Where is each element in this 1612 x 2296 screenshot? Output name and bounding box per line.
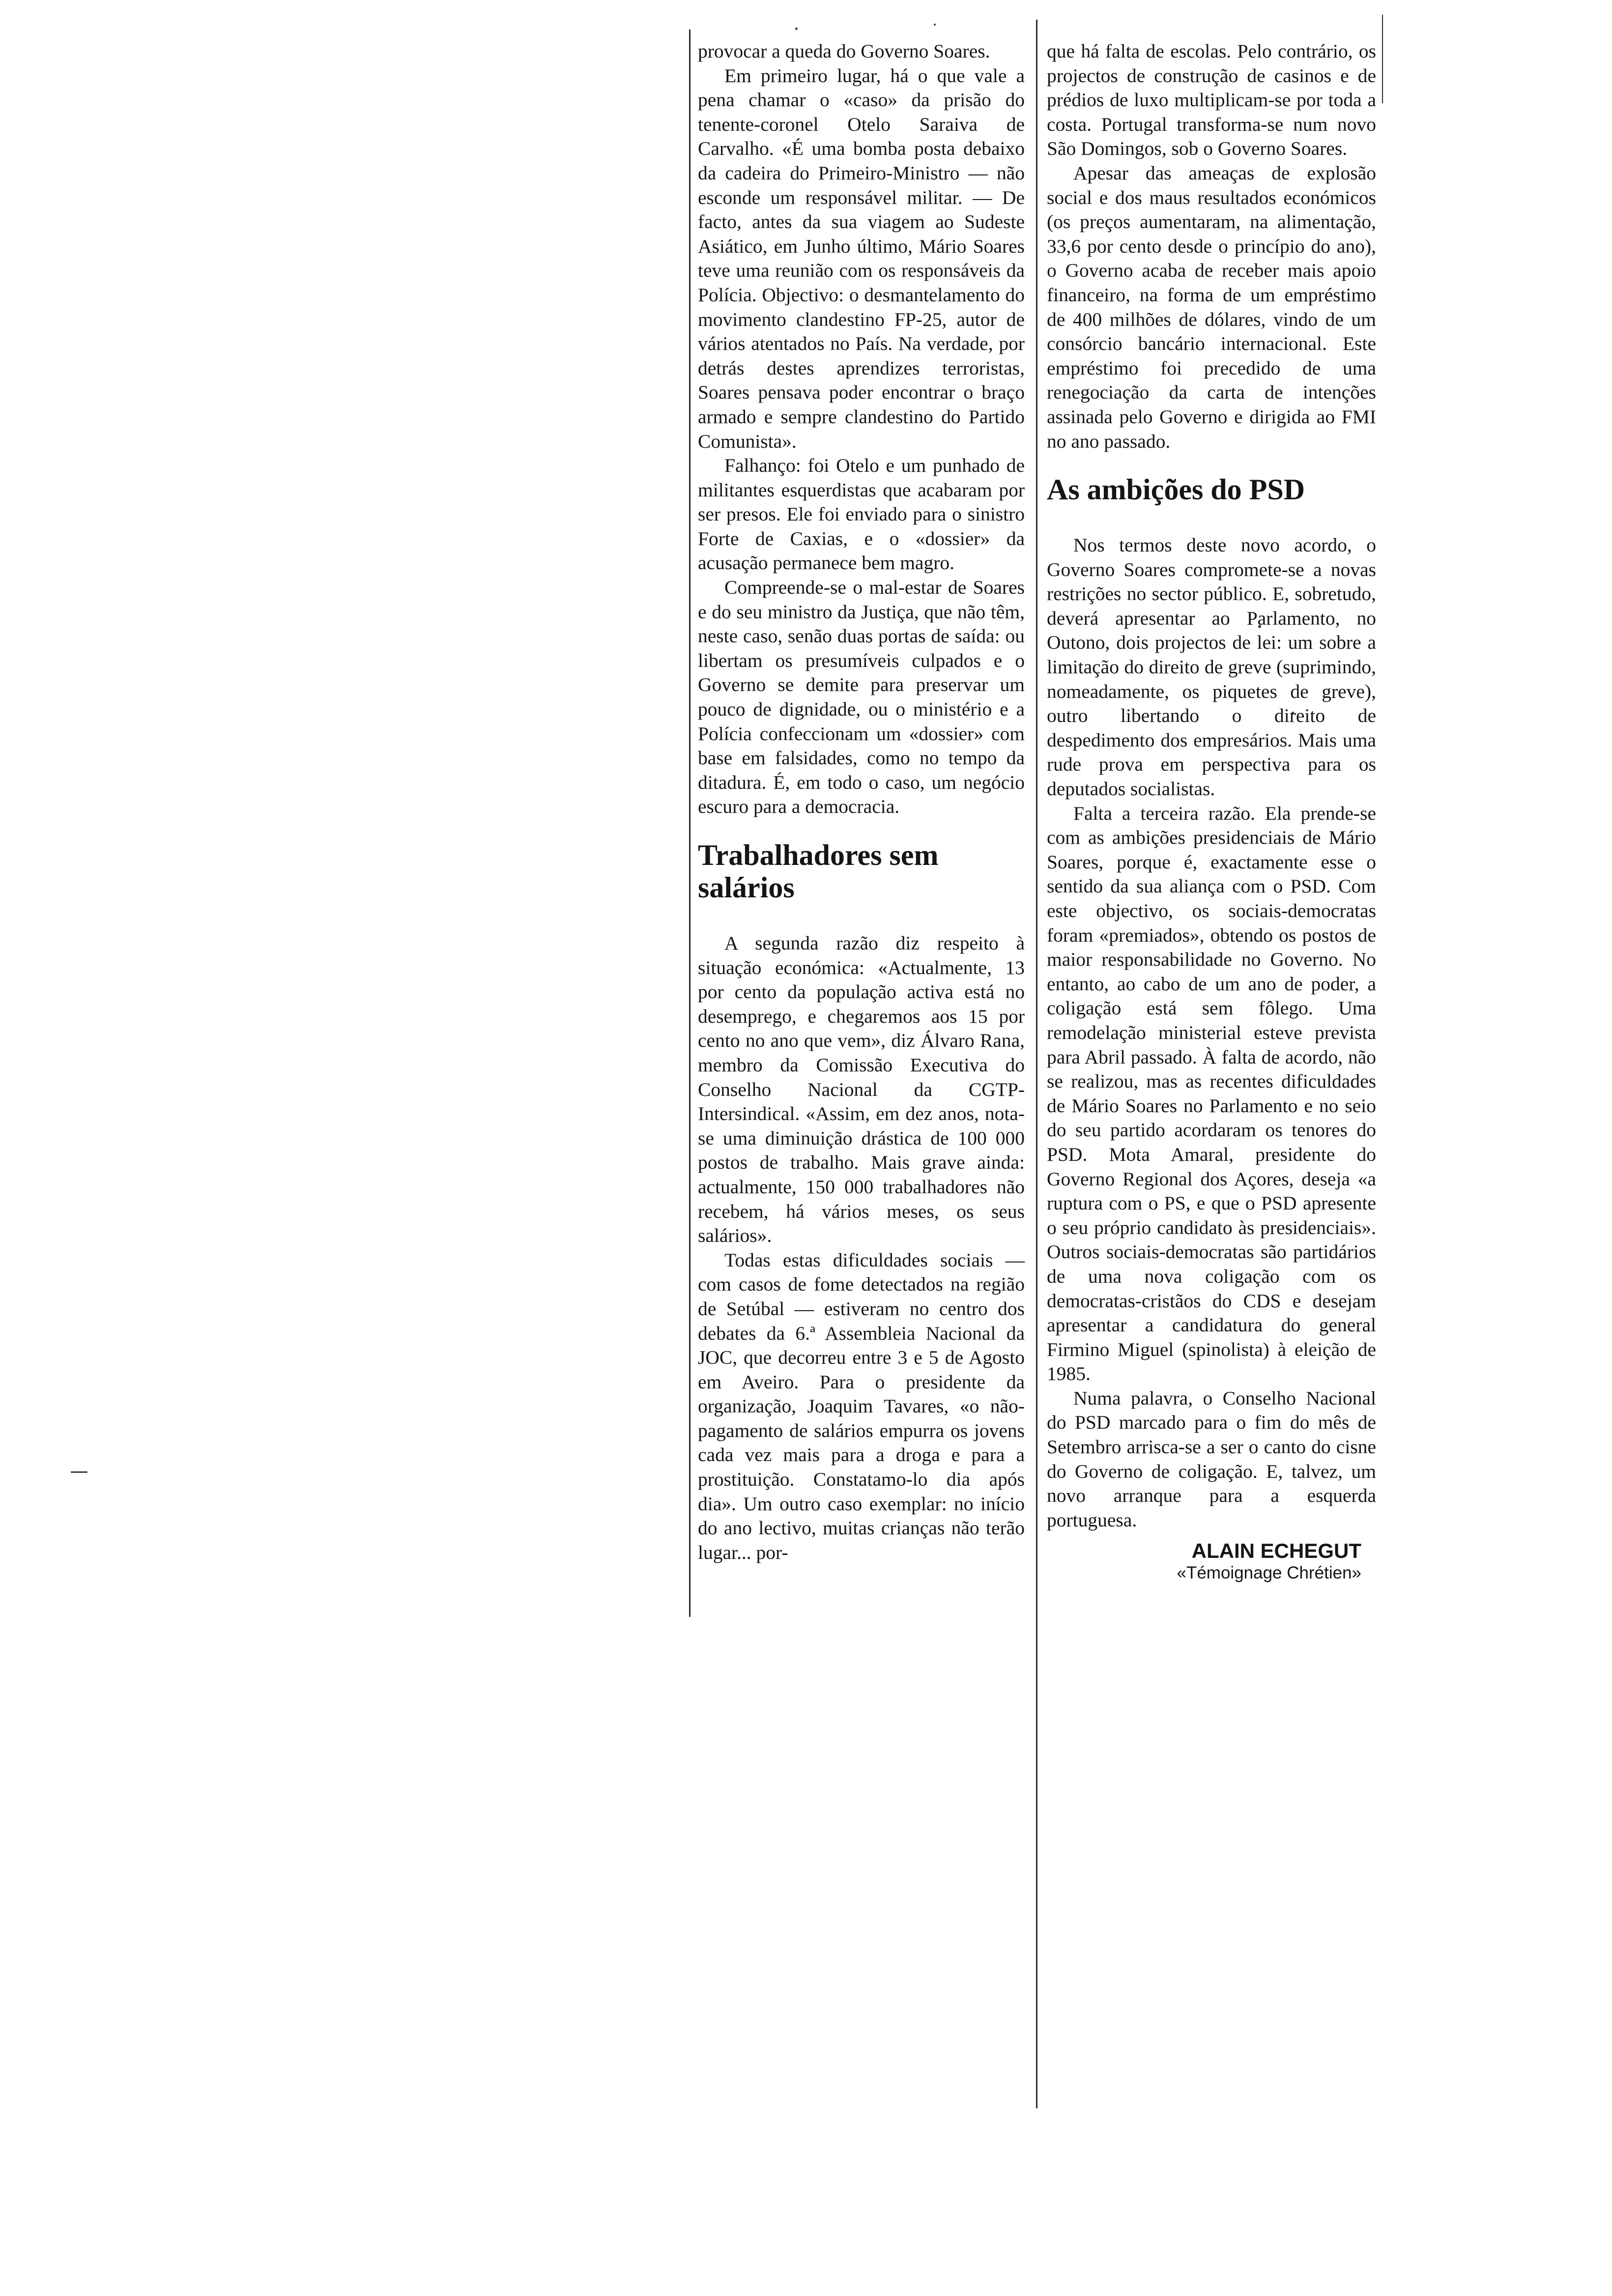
scan-speck bbox=[71, 1471, 87, 1473]
paragraph: provocar a queda do Governo Soares. bbox=[698, 40, 990, 62]
paragraph: Apesar das ameaças de explosão social e dos maus resultados económicos (os preços aumentaram, na alimentação, 33,6 por cento desde o princípio do ano), o Governo acaba de receber mais apoio financeiro, na forma de um empréstimo de 400 milhões de dólares, vindo de um consórcio bancário internacional. Este empréstimo foi precedido de uma renegociação da carta de intenções assinada pelo Governo e dirigida ao FMI no ano passado. bbox=[1047, 162, 1376, 452]
scan-speck bbox=[934, 24, 936, 26]
source-publication: «Témoignage Chrétien» bbox=[1177, 1563, 1361, 1583]
section-heading: Trabalhadores sem salários bbox=[698, 839, 939, 904]
paragraph: Falhanço: foi Otelo e um punhado de militantes esquerdistas que acabaram por ser presos. Ele foi enviado para o sinistro Forte de Caxias, e o «dossier» da acusação permanece bem magro. bbox=[698, 455, 1025, 574]
paragraph: Todas estas dificuldades sociais — com casos de fome detectados na região de Setúbal — estiveram no centro dos debates da 6.ª Assembleia Nacional da JOC, que decorreu entre 3 e 5 de Agosto em Aveiro. Para o presidente da organização, Joaquim Tavares, «o não-pagamento de salários empurra os jovens cada vez mais para a droga e para a prostituição. Constatamo-lo dia após dia». Um outro caso exemplar: no início do ano lectivo, muitas crianças não terão lugar... por- bbox=[698, 1249, 1025, 1563]
article-column-left bbox=[698, 39, 1025, 1565]
paragraph: Compreende-se o mal-estar de Soares e do seu ministro da Justiça, que não têm, neste caso, senão duas portas de saída: ou libertam os presumíveis culpados e o Governo se demite para preservar um pouco de dignidade, ou o ministério e a Polícia confeccionam um «dossier» com base em falsidades, como no tempo da ditadura. É, em todo o caso, um negócio escuro para a democracia. bbox=[698, 576, 1025, 818]
paragraph: Nos termos deste novo acordo, o Governo Soares compromete-se a novas restrições no sector público. E, sobretudo, deverá apresentar ao Parlamento, no Outono, dois projectos de lei: um sobre a limitação do direito de greve (suprimindo, nomeadamente, os piquetes de greve), outro libertando o direito de despedimento dos empresários. Mais uma rude prova em perspectiva para os deputados socialistas. bbox=[1047, 534, 1376, 800]
article-column-right bbox=[1047, 39, 1376, 1583]
byline bbox=[1047, 1539, 1376, 1583]
paragraph: Numa palavra, o Conselho Nacional do PSD marcado para o fim do mês de Setembro arrisca-se a ser o canto do cisne do Governo de coligação. E, talvez, um novo arranque para a esquerda portuguesa. bbox=[1047, 1387, 1376, 1531]
column-rule-middle bbox=[1036, 20, 1037, 2108]
scan-speck bbox=[795, 28, 798, 30]
column-rule-right bbox=[1382, 15, 1383, 103]
paragraph: Falta a terceira razão. Ela prende-se com as ambições presidenciais de Mário Soares, porque é, exactamente esse o sentido da sua aliança com o PSD. Com este objectivo, os sociais-democratas foram «premiados», obtendo os postos de maior responsabilidade no Governo. No entanto, ao cabo de um ano de poder, a coligação está sem fôlego. Uma remodelação ministerial esteve prevista para Abril passado. À falta de acordo, não se realizou, mas as recentes dificuldades de Mário Soares no Parlamento e no seio do seu partido acordaram os tenores do PSD. Mota Amaral, presidente do Governo Regional dos Açores, deseja «a ruptura com o PS, e que o PSD apresente o seu próprio candidato às presidenciais». Outros sociais-democratas são partidários de uma nova coligação com os democratas-cristãos do CDS e desejam apresentar a candidatura do general Firmino Miguel (spinolista) à eleição de 1985. bbox=[1047, 802, 1376, 1385]
author-name: ALAIN ECHEGUT bbox=[1191, 1539, 1361, 1563]
paragraph: Em primeiro lugar, há o que vale a pena chamar o «caso» da prisão do tenente-coronel Otelo Saraiva de Carvalho. «É uma bomba posta debaixo da cadeira do Primeiro-Ministro — não esconde um responsável militar. — De facto, antes da sua viagem ao Sudeste Asiático, em Junho último, Mário Soares teve uma reunião com os responsáveis da Polícia. Objectivo: o desmantelamento do movimento clandestino FP-25, autor de vários atentados no País. Na verdade, por detrás destes aprendizes terroristas, Soares pensava poder encontrar o braço armado e sempre clandestino do Partido Comunista». bbox=[698, 64, 1025, 452]
section-heading: As ambições do PSD bbox=[1047, 473, 1305, 506]
paragraph: A segunda razão diz respeito à situação económica: «Actualmente, 13 por cento da população activa está no desemprego, e chegaremos aos 15 por cento no ano que vem», diz Álvaro Rana, membro da Comissão Executiva do Conselho Nacional da CGTP-Intersindical. «Assim, em dez anos, nota-se uma diminuição drástica de 100 000 postos de trabalho. Mais grave ainda: actualmente, 150 000 trabalhadores não recebem, há vários meses, os seus salários». bbox=[698, 932, 1025, 1247]
paragraph: que há falta de escolas. Pelo contrário, os projectos de construção de casinos e de prédios de luxo multiplicam-se por toda a costa. Portugal transforma-se num novo São Domingos, sob o Governo Soares. bbox=[1047, 40, 1376, 160]
column-rule-left bbox=[689, 29, 691, 1617]
